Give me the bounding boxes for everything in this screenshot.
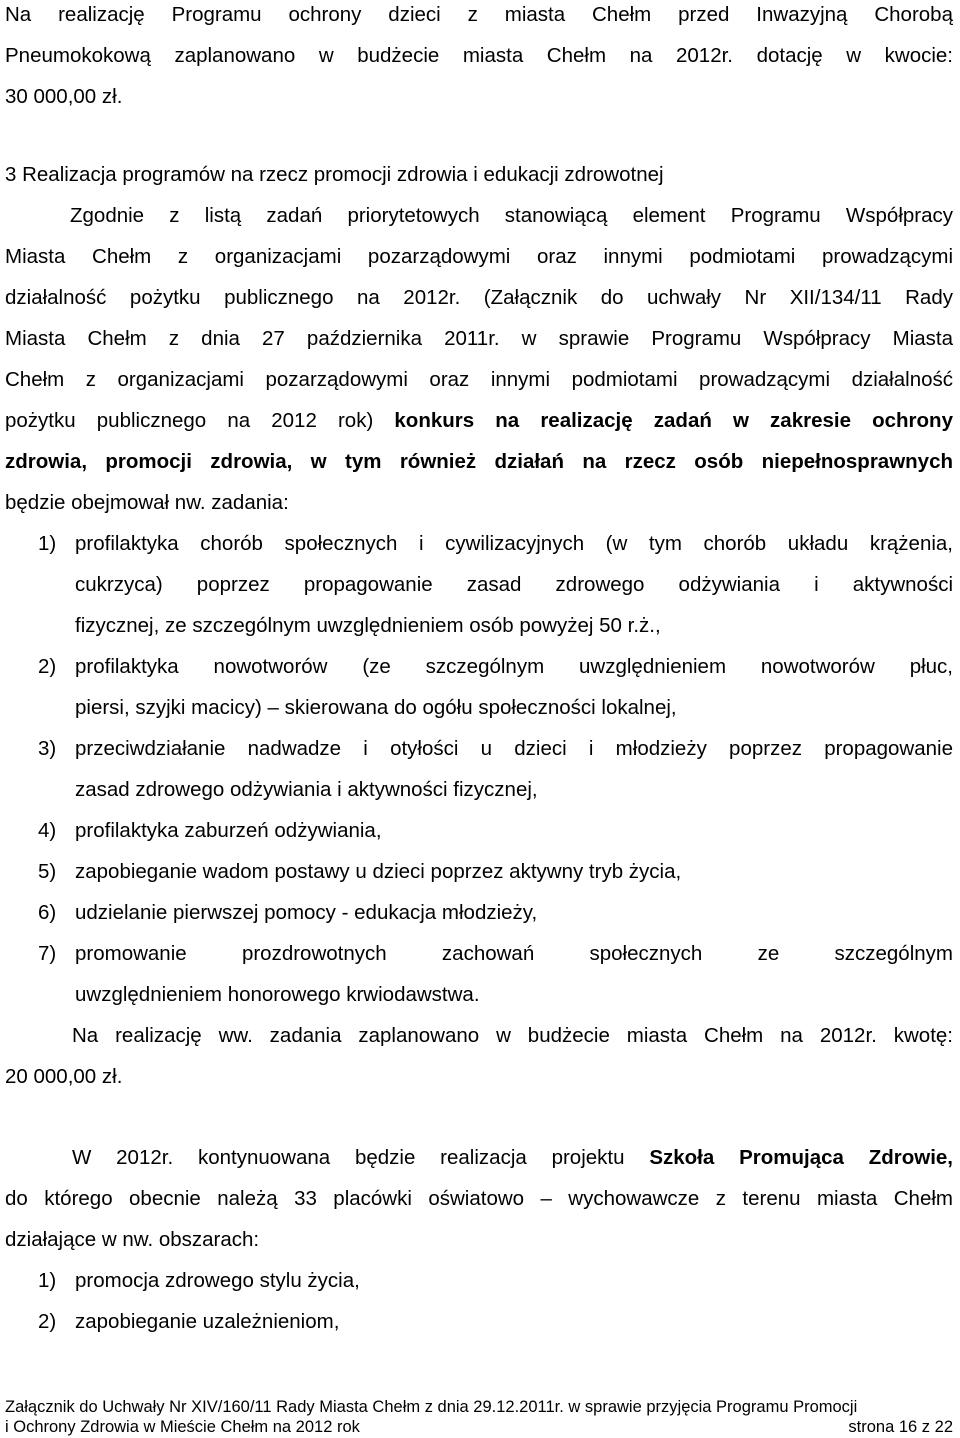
- paragraph-line: Na realizację ww. zadania zaplanowano w budżecie miasta Chełm na 2012r. kwotę:: [72, 1024, 953, 1047]
- paragraph-line: Na realizację Programu ochrony dzieci z miasta Chełm przed Inwazyjną Chorobą: [5, 3, 953, 26]
- paragraph-line: Chełm z organizacjami pozarządowymi oraz innymi podmiotami prowadzącymi działalność: [5, 368, 953, 391]
- paragraph-line: działające w nw. obszarach:: [5, 1228, 260, 1251]
- list-number: 7): [38, 942, 57, 965]
- paragraph-line: Pneumokokową zaplanowano w budżecie miasta Chełm na 2012r. dotację w kwocie:: [5, 44, 953, 67]
- paragraph-line: 30 000,00 zł.: [5, 85, 123, 108]
- paragraph-line: [72, 1146, 953, 1170]
- paragraph-line: 20 000,00 zł.: [5, 1065, 123, 1088]
- list-text: cukrzyca) poprzez propagowanie zasad zdrowego odżywiania i aktywności: [75, 573, 953, 596]
- paragraph-line: [5, 409, 953, 433]
- paragraph-text: W 2012r. kontynuowana będzie realizacja projektu: [72, 1146, 650, 1169]
- list-number: 1): [38, 1269, 57, 1292]
- paragraph-line: [5, 450, 953, 474]
- list-number: 3): [38, 737, 57, 760]
- list-text: promowanie prozdrowotnych zachowań społecznych ze szczególnym: [75, 942, 953, 965]
- paragraph-text: pożytku publicznego na 2012 rok): [5, 409, 395, 432]
- list-text: zapobieganie uzależnieniom,: [75, 1310, 340, 1333]
- bold-text: zdrowia, promocji zdrowia, w tym również działań na rzecz osób niepełnosprawnych: [5, 450, 953, 473]
- paragraph-line: Miasta Chełm z dnia 27 października 2011r. w sprawie Programu Współpracy Miasta: [5, 327, 953, 350]
- list-text: profilaktyka nowotworów (ze szczególnym uwzględnieniem nowotworów płuc,: [75, 655, 953, 678]
- list-number: 2): [38, 655, 57, 678]
- list-text: zapobieganie wadom postawy u dzieci poprzez aktywny tryb życia,: [75, 860, 682, 883]
- list-text: uwzględnieniem honorowego krwiodawstwa.: [75, 983, 480, 1006]
- list-number: 1): [38, 532, 57, 555]
- list-text: fizycznej, ze szczególnym uwzględnieniem osób powyżej 50 r.ż.,: [75, 614, 661, 637]
- list-number: 4): [38, 819, 57, 842]
- list-text: piersi, szyjki macicy) – skierowana do ogółu społeczności lokalnej,: [75, 696, 677, 719]
- list-text: zasad zdrowego odżywiania i aktywności fizycznej,: [75, 778, 538, 801]
- list-number: 5): [38, 860, 57, 883]
- list-text: przeciwdziałanie nadwadze i otyłości u dzieci i młodzieży poprzez propagowanie: [75, 737, 953, 760]
- list-text: promocja zdrowego stylu życia,: [75, 1269, 360, 1292]
- page-number: strona 16 z 22: [848, 1418, 953, 1436]
- bold-text: konkurs na realizację zadań w zakresie ochrony: [394, 409, 953, 432]
- list-text: udzielanie pierwszej pomocy - edukacja młodzieży,: [75, 901, 538, 924]
- section-heading: 3 Realizacja programów na rzecz promocji zdrowia i edukacji zdrowotnej: [5, 163, 664, 186]
- list-text: profilaktyka zaburzeń odżywiania,: [75, 819, 382, 842]
- footer-line: [5, 1417, 953, 1437]
- list-number: 6): [38, 901, 57, 924]
- footer-text: i Ochrony Zdrowia w Mieście Chełm na 2012 rok: [5, 1418, 360, 1436]
- paragraph-line: Zgodnie z listą zadań priorytetowych stanowiącą element Programu Współpracy: [70, 204, 953, 227]
- paragraph-line: do którego obecnie należą 33 placówki oświatowo – wychowawcze z terenu miasta Chełm: [5, 1187, 953, 1210]
- paragraph-line: Miasta Chełm z organizacjami pozarządowymi oraz innymi podmiotami prowadzącymi: [5, 245, 953, 268]
- paragraph-line: będzie obejmował nw. zadania:: [5, 491, 289, 514]
- list-number: 2): [38, 1310, 57, 1333]
- bold-text: Szkoła Promująca Zdrowie,: [649, 1146, 953, 1169]
- list-text: profilaktyka chorób społecznych i cywilizacyjnych (w tym chorób układu krążenia,: [75, 532, 953, 555]
- footer-line: Załącznik do Uchwały Nr XIV/160/11 Rady Miasta Chełm z dnia 29.12.2011r. w sprawie przyjęcia Programu Promocji: [5, 1398, 858, 1416]
- paragraph-line: działalność pożytku publicznego na 2012r. (Załącznik do uchwały Nr XII/134/11 Rady: [5, 286, 953, 309]
